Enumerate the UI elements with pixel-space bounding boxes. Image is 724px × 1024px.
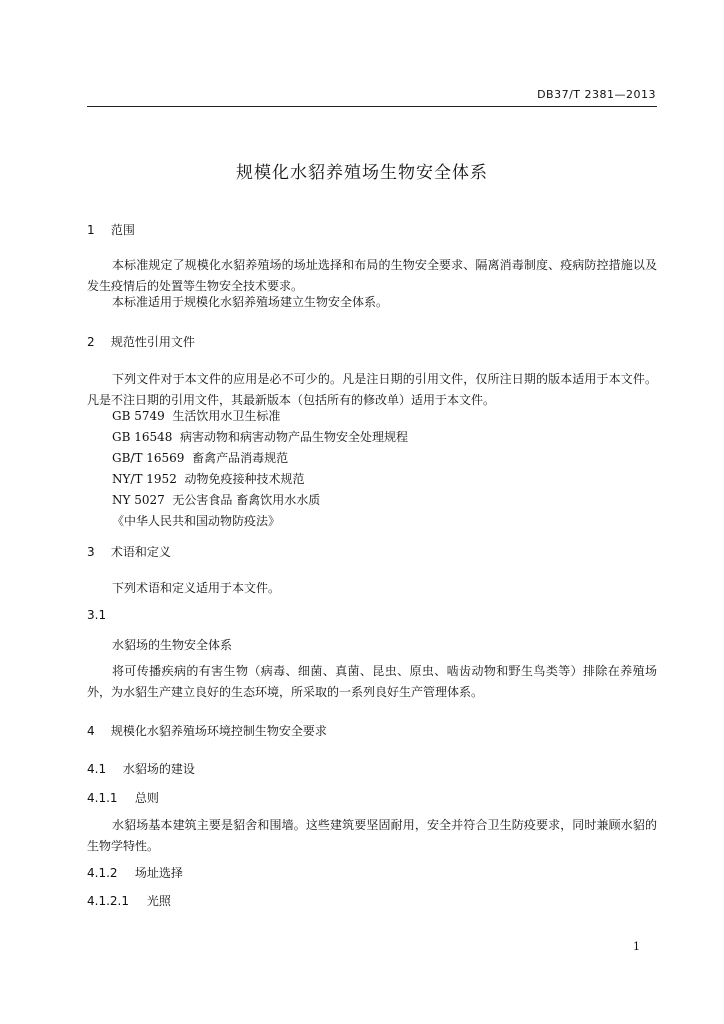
reference-item: GB 5749 生活饮用水卫生标准 bbox=[112, 409, 281, 423]
section-4-1-2-number: 4.1.2 bbox=[87, 866, 118, 880]
term-title: 水貂场的生物安全体系 bbox=[112, 638, 233, 652]
subsection-3-1-number: 3.1 bbox=[87, 608, 107, 622]
section-4-1-2-1-title: 光照 bbox=[146, 894, 171, 908]
section-4-1-1-title: 总则 bbox=[134, 791, 159, 805]
section-4-number: 4 bbox=[87, 724, 95, 738]
section-1-number: 1 bbox=[87, 223, 95, 237]
section-4-1-2-1-heading bbox=[87, 892, 171, 909]
section-4-1-1-heading bbox=[87, 789, 159, 806]
reference-item: NY 5027 无公害食品 畜禽饮用水水质 bbox=[112, 493, 321, 507]
section-4-1-number: 4.1 bbox=[87, 762, 107, 776]
reference-item: NY/T 1952 动物免疫接种技术规范 bbox=[112, 472, 305, 486]
reference-item: GB 16548 病害动物和病害动物产品生物安全处理规程 bbox=[112, 430, 409, 444]
section-4-1-1-paragraph: 水貂场基本建筑主要是貂舍和围墙。这些建筑要坚固耐用，安全并符合卫生防疫要求，同时兼顾水貂的生物学特性。 bbox=[87, 818, 657, 853]
section-3-title: 术语和定义 bbox=[110, 545, 171, 559]
section-4-1-2-heading bbox=[87, 864, 183, 881]
section-1-title: 范围 bbox=[110, 223, 135, 237]
section-4-1-1-number: 4.1.1 bbox=[87, 791, 118, 805]
document-title: 规模化水貂养殖场生物安全体系 bbox=[236, 163, 488, 183]
section-3-number: 3 bbox=[87, 545, 95, 559]
section-4-heading bbox=[87, 722, 327, 739]
reference-item: 《中华人民共和国动物防疫法》 bbox=[112, 514, 281, 528]
section-4-title: 规模化水貂养殖场环境控制生物安全要求 bbox=[110, 724, 327, 738]
section-2-heading bbox=[87, 333, 195, 350]
section-1-heading bbox=[87, 221, 135, 238]
section-4-1-2-title: 场址选择 bbox=[134, 866, 183, 880]
header-rule bbox=[87, 106, 657, 107]
document-code: DB37/T 2381—2013 bbox=[537, 88, 656, 101]
term-definition: 将可传播疾病的有害生物（病毒、细菌、真菌、昆虫、原虫、啮齿动物和野生鸟类等）排除在养殖场外，为水貂生产建立良好的生态环境，所采取的一系列良好生产管理体系。 bbox=[87, 664, 657, 699]
section-1-paragraph-2: 本标准适用于规模化水貂养殖场建立生物安全体系。 bbox=[112, 295, 389, 309]
reference-item: GB/T 16569 畜禽产品消毒规范 bbox=[112, 451, 289, 465]
section-4-1-2-1-number: 4.1.2.1 bbox=[87, 894, 129, 908]
section-1-paragraph-1: 本标准规定了规模化水貂养殖场的场址选择和布局的生物安全要求、隔离消毒制度、疫病防控措施以及发生疫情后的处置等生物安全技术要求。 bbox=[87, 258, 657, 293]
section-4-1-title: 水貂场的建设 bbox=[122, 762, 195, 776]
section-3-paragraph-1: 下列术语和定义适用于本文件。 bbox=[112, 581, 281, 595]
section-2-paragraph-1: 下列文件对于本文件的应用是必不可少的。凡是注日期的引用文件，仅所注日期的版本适用于本文件。凡是不注日期的引用文件，其最新版本（包括所有的修改单）适用于本文件。 bbox=[87, 372, 657, 407]
section-4-1-heading bbox=[87, 760, 195, 777]
page-number: 1 bbox=[633, 940, 640, 953]
section-2-number: 2 bbox=[87, 335, 95, 349]
section-2-title: 规范性引用文件 bbox=[110, 335, 195, 349]
section-3-heading bbox=[87, 543, 171, 560]
